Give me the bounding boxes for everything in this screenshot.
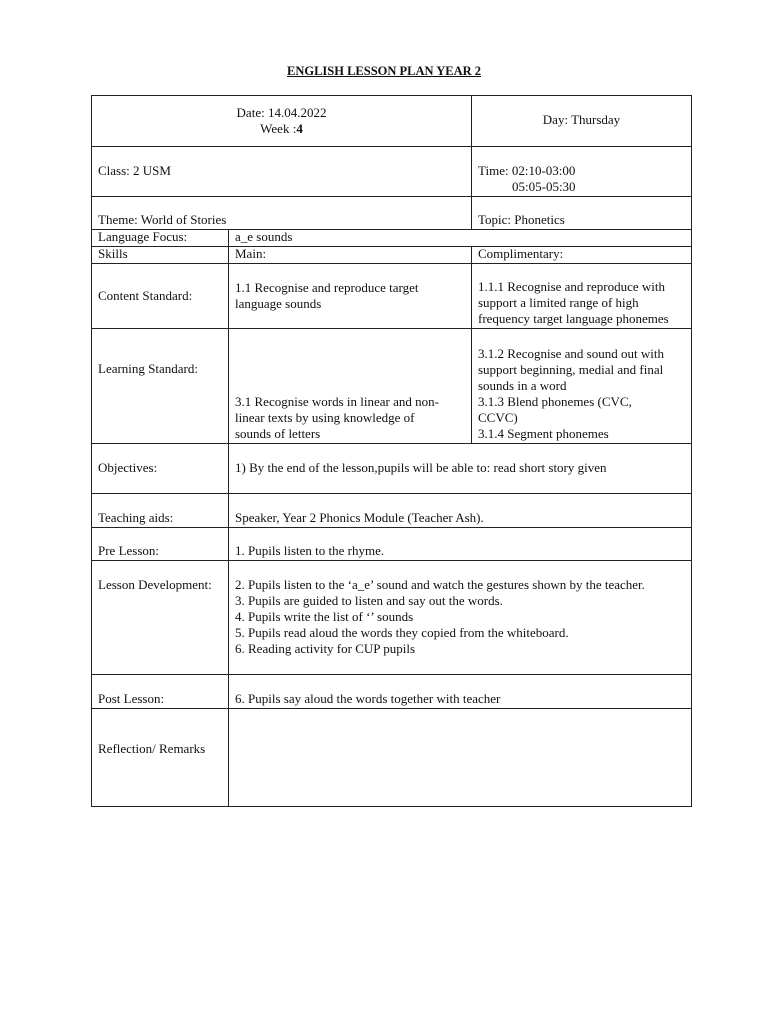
time-line-1: Time: 02:10-03:00 [478, 163, 576, 178]
week-value: 4 [296, 121, 303, 136]
content-comp-line: frequency target language phonemes [478, 311, 669, 326]
day-text: Day: Thursday [542, 112, 621, 127]
row-date [92, 96, 691, 146]
teaching-aids-label: Teaching aids: [98, 510, 174, 525]
pre-lesson-value: 1. Pupils listen to the rhyme. [228, 528, 691, 560]
teaching-aids-value: Speaker, Year 2 Phonics Module (Teacher Ash). [228, 494, 691, 527]
post-lesson-value: 6. Pupils say aloud the words together with teacher [228, 675, 691, 708]
topic-cell [471, 197, 691, 229]
theme-text: Theme: World of Stories [98, 212, 227, 227]
content-comp-line: support a limited range of high [478, 295, 639, 310]
date-cell [92, 96, 471, 146]
content-main-line: language sounds [235, 296, 322, 311]
learning-comp-line: 3.1.3 Blend phonemes (CVC, [478, 394, 632, 409]
topic-text: Topic: Phonetics [478, 212, 565, 227]
learning-comp-line: 3.1.4 Segment phonemes [478, 426, 609, 441]
row-skills [92, 246, 691, 263]
reflection-label: Reflection/ Remarks [98, 741, 206, 756]
row-class [92, 146, 691, 196]
lesson-plan-table [91, 95, 692, 807]
learning-main-line: linear texts by using knowledge of [235, 410, 415, 425]
theme-cell [92, 197, 471, 229]
language-focus-value: a_e sounds [228, 230, 691, 246]
lesson-step: 3. Pupils are guided to listen and say out the words. [235, 593, 503, 608]
week-label: Week : [260, 121, 297, 136]
row-post-lesson [92, 674, 691, 708]
lesson-step: 4. Pupils write the list of ‘’ sounds [235, 609, 414, 624]
skills-complimentary: Complimentary: [471, 247, 691, 263]
class-text: Class: 2 USM [98, 163, 171, 178]
row-learning-standard [92, 328, 691, 443]
content-standard-main [228, 264, 471, 328]
content-standard-complimentary [471, 264, 691, 328]
row-theme [92, 196, 691, 229]
learning-standard-label: Learning Standard: [98, 361, 198, 376]
lesson-development-steps [228, 561, 691, 674]
row-lesson-development [92, 560, 691, 674]
row-pre-lesson [92, 527, 691, 560]
row-teaching-aids [92, 493, 691, 527]
learning-comp-line: 3.1.2 Recognise and sound out with [478, 346, 664, 361]
row-objectives [92, 443, 691, 493]
lesson-step: 5. Pupils read aloud the words they copied from the whiteboard. [235, 625, 569, 640]
row-language-focus [92, 229, 691, 246]
date-text: Date: 14.04.2022 [236, 105, 327, 120]
reflection-value[interactable] [228, 709, 691, 806]
row-reflection [92, 708, 691, 806]
learning-main-line: 3.1 Recognise words in linear and non- [235, 394, 439, 409]
learning-comp-line: sounds in a word [478, 378, 567, 393]
day-cell [471, 96, 691, 146]
document-title: ENGLISH LESSON PLAN YEAR 2 [286, 64, 482, 78]
learning-comp-line: support beginning, medial and final [478, 362, 664, 377]
time-cell [471, 147, 691, 196]
lesson-step: 6. Reading activity for CUP pupils [235, 641, 416, 656]
row-content-standard [92, 263, 691, 328]
learning-main-line: sounds of letters [235, 426, 321, 441]
language-focus-label: Language Focus: [98, 229, 188, 244]
learning-standard-complimentary [471, 329, 691, 443]
content-main-line: 1.1 Recognise and reproduce target [235, 280, 419, 295]
lesson-step: 2. Pupils listen to the ‘a_e’ sound and watch the gestures shown by the teacher. [235, 577, 645, 592]
pre-lesson-label: Pre Lesson: [98, 543, 160, 558]
time-line-2: 05:05-05:30 [512, 179, 576, 194]
post-lesson-label: Post Lesson: [98, 691, 165, 706]
class-cell [92, 147, 471, 196]
objectives-value: 1) By the end of the lesson,pupils will be able to: read short story given [228, 444, 691, 493]
content-standard-label: Content Standard: [98, 288, 193, 303]
content-comp-line: 1.1.1 Recognise and reproduce with [478, 279, 666, 294]
skills-main: Main: [228, 247, 471, 263]
week-text [98, 121, 465, 137]
learning-standard-main [228, 329, 471, 443]
objectives-label: Objectives: [98, 460, 158, 475]
skills-label: Skills [98, 246, 128, 261]
lesson-development-label: Lesson Development: [98, 577, 212, 592]
learning-comp-line: CCVC) [478, 410, 518, 425]
